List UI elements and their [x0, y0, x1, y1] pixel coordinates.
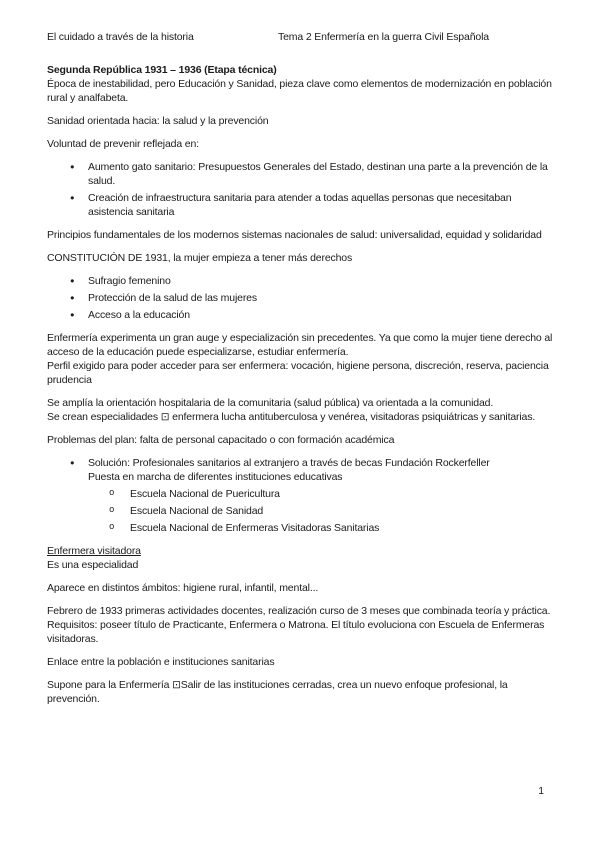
bullet-list-prevencion: [47, 160, 553, 219]
paragraph-orientacion: Se amplía la orientación hospitalaria de la comunitaria (salud pública) va orientada a la comunidad. Se crean especialidades ⊡ enfermera lucha antituberculosa y venérea, visitadoras psiquiátricas y sanitarias.: [47, 397, 536, 423]
header-course-title: El cuidado a través de la historia: [47, 31, 194, 43]
list-item: ● Aumento gato sanitario: Presupuestos Generales del Estado, destinan una parte a la prevención de la salud.: [47, 160, 553, 188]
sub-bullet-list-escuelas: [88, 487, 553, 535]
paragraph-enfermeria-auge: Enfermería experimenta un gran auge y especialización sin precedentes. Ya que como la mujer tiene derecho al acceso de la educación puede especializarse, estudiar enfermería. Perfil exigido para poder acceder para ser enfermera: vocación, higiene persona, discreción, reserva, paciencia prudencia: [47, 332, 553, 386]
paragraph-supone: Supone para la Enfermería ⊡Salir de las instituciones cerradas, crea un nuevo enfoque profesional, la prevención.: [47, 679, 508, 705]
paragraph-sanidad: Sanidad orientada hacia: la salud y la prevención: [47, 115, 269, 127]
bullet-list-solucion: [47, 456, 553, 535]
paragraph-principios: Principios fundamentales de los modernos sistemas nacionales de salud: universalidad, equidad y solidaridad: [47, 229, 542, 241]
paragraph-especialidad: Es una especialidad: [47, 559, 139, 571]
paragraph-voluntad: Voluntad de prevenir reflejada en:: [47, 138, 199, 150]
subsection-title: Enfermera visitadora: [47, 545, 141, 557]
section-title: Segunda República 1931 – 1936 (Etapa técnica): [47, 64, 277, 76]
list-item: ● Acceso a la educación: [47, 308, 553, 322]
paragraph-problemas: Problemas del plan: falta de personal capacitado o con formación académica: [47, 434, 395, 446]
list-item: ● Protección de la salud de las mujeres: [47, 291, 553, 305]
paragraph-constitucion: CONSTITUCIÓN DE 1931, la mujer empieza a tener más derechos: [47, 252, 353, 264]
paragraph-febrero-1933: Febrero de 1933 primeras actividades docentes, realización curso de 3 meses que combinada teoría y práctica. Requisitos: poseer título de Practicante, Enfermera o Matrona. El título evoluciona con Escuela de Enfermeras visitadoras.: [47, 605, 551, 645]
sub-list-item: o Escuela Nacional de Enfermeras Visitadoras Sanitarias: [88, 521, 553, 535]
sub-list-item: o Escuela Nacional de Sanidad: [88, 504, 553, 518]
paragraph-ambitos: Aparece en distintos ámbitos: higiene rural, infantil, mental...: [47, 582, 319, 594]
bullet-list-derechos: [47, 274, 553, 322]
list-item: ● Creación de infraestructura sanitaria para atender a todas aquellas personas que necesitaban asistencia sanitaria: [47, 191, 553, 219]
page-header: [47, 30, 553, 44]
solution-line-1: ● Solución: Profesionales sanitarios al extranjero a través de becas Fundación Rockerfeller: [88, 457, 490, 469]
paragraph-enlace: Enlace entre la población e instituciones sanitarias: [47, 656, 275, 668]
page-number: 1: [538, 785, 544, 797]
list-item: ● Sufragio femenino: [47, 274, 553, 288]
solution-line-2: Puesta en marcha de diferentes instituciones educativas: [88, 471, 343, 483]
header-topic-title: Tema 2 Enfermería en la guerra Civil Española: [278, 31, 489, 43]
sub-list-item: o Escuela Nacional de Puericultura: [88, 487, 553, 501]
list-item: [47, 456, 553, 535]
paragraph-intro: Época de inestabilidad, pero Educación y Sanidad, pieza clave como elementos de modernización en población rural y analfabeta.: [47, 78, 552, 104]
